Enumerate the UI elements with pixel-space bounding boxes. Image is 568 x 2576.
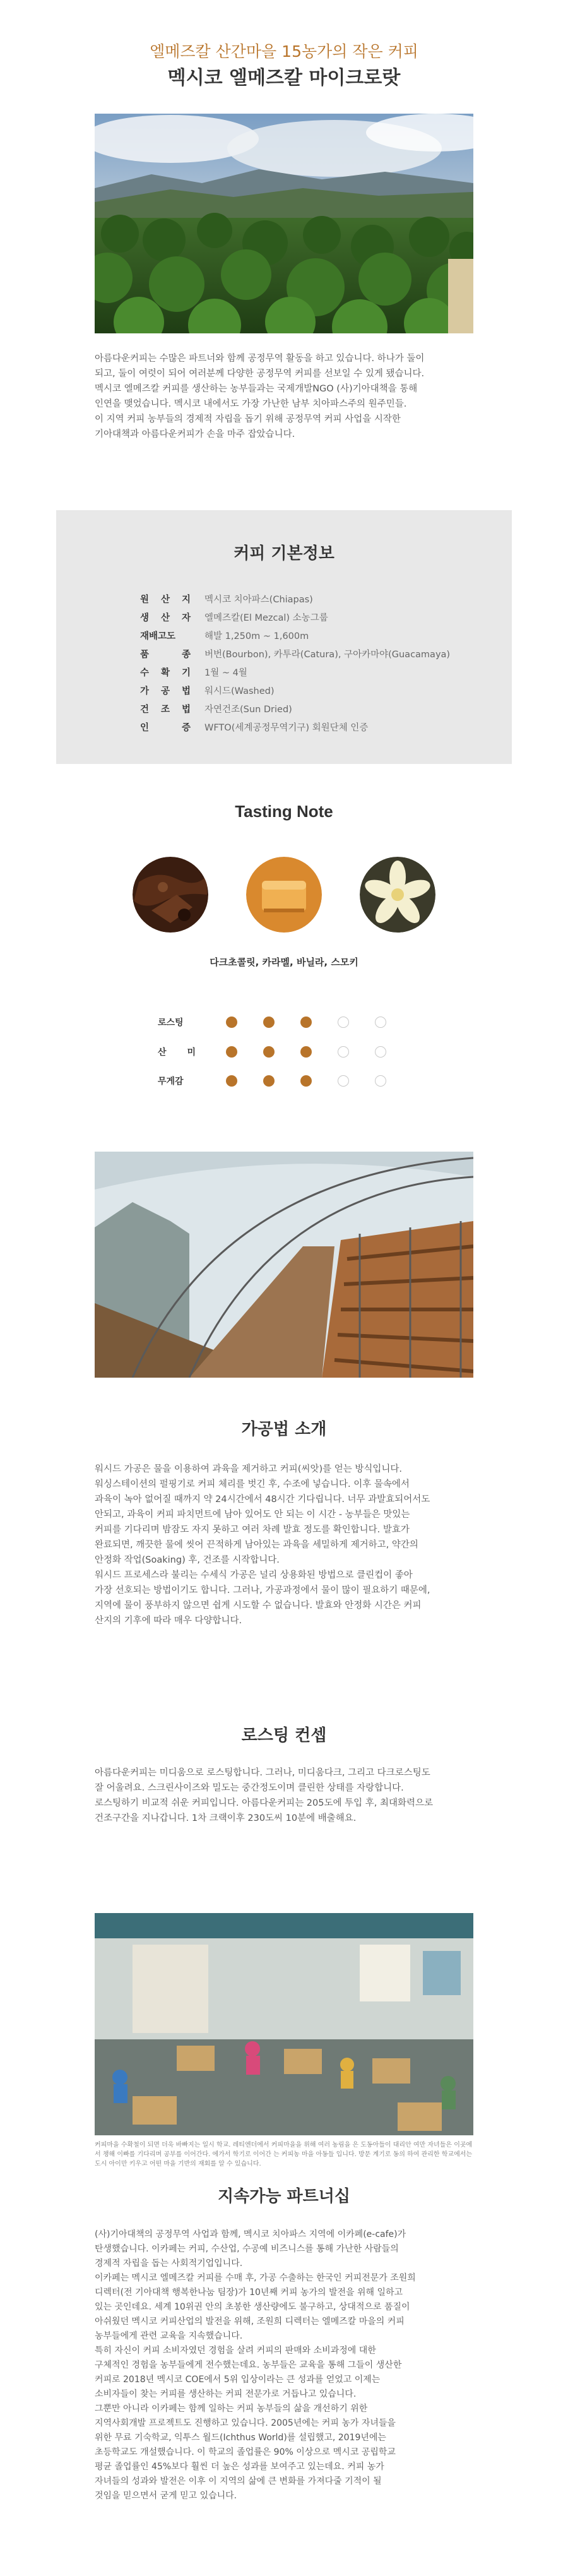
info-key: 가 공 법 (140, 686, 191, 696)
info-value: 엘메즈칼(El Mezcal) 소농그룹 (204, 613, 328, 623)
info-key: 수 확 기 (140, 668, 191, 678)
info-value: 버번(Bourbon), 카투라(Catura), 구아카마야(Guacamaya) (204, 650, 451, 660)
roasting-title: 로스팅 컨셉 (241, 1726, 327, 1745)
info-key: 품 종 (140, 650, 191, 660)
info-value: 1월 ~ 4월 (204, 668, 247, 678)
rating-dot-empty (375, 1046, 386, 1058)
rating-dot-empty (375, 1017, 386, 1028)
info-key: 재배고도 (140, 631, 176, 641)
coffee-farm-photo (95, 114, 473, 333)
rating-roasting (158, 1014, 410, 1033)
rating-dot-empty (338, 1046, 349, 1058)
tasting-notes-text: 다크초콜릿, 카라멜, 바닐라, 스모키 (210, 957, 358, 968)
info-value: WFTO(세계공정무역기구) 회원단체 인증 (204, 723, 369, 733)
info-value: 해발 1,250m ~ 1,600m (204, 631, 309, 641)
rating-dot-filled (226, 1046, 237, 1058)
intro-paragraph: 아름다운커피는 수많은 파트너와 함께 공정무역 활동을 하고 있습니다. 하나가 둘이 되고, 둘이 여럿이 되어 여러분께 다양한 공정무역 커피를 선보일 수 있게 됐습니다. 멕시코 엘메즈칼 커피를 생산하는 농부들과는 국제개발NGO (사)기아대책을 통해 인연을 맺었습니다. 멕시코 내에서도 가장 가난한 남부 치아파스주의 원주민들. 이 지역 커피 농부들의 경제적 자립을 돕기 위해 공정무역 커피 사업을 시작한 기아대책과 아름다운커피가 손을 마주 잡았습니다. (95, 354, 425, 439)
page-title: 멕시코 엘메즈칼 마이크로랏 (167, 67, 401, 89)
coffee-info-box (56, 510, 512, 764)
rating-acidity (158, 1044, 410, 1063)
rating-dot-filled (263, 1046, 275, 1058)
info-row (140, 720, 494, 738)
info-row (140, 684, 494, 701)
rating-body (158, 1073, 410, 1092)
rating-dot-empty (338, 1017, 349, 1028)
rating-dot-filled (226, 1075, 237, 1087)
rating-label: 무게감 (158, 1076, 184, 1087)
dark-chocolate-icon (133, 857, 208, 933)
info-value: 자연건조(Sun Dried) (204, 705, 292, 715)
info-key: 생 산 자 (140, 613, 191, 623)
info-key: 건 조 법 (140, 705, 191, 715)
vanilla-flower-icon (360, 857, 435, 933)
process-title: 가공법 소개 (241, 1420, 327, 1439)
info-row (140, 592, 494, 610)
info-row (140, 629, 494, 647)
tasting-note-title: Tasting Note (235, 802, 333, 821)
info-row (140, 702, 494, 720)
info-value: 워시드(Washed) (204, 686, 275, 696)
info-row (140, 611, 494, 628)
coffee-info-title: 커피 기본정보 (234, 544, 334, 563)
info-row (140, 647, 494, 665)
info-key: 원 산 지 (140, 595, 191, 605)
info-key: 인 증 (140, 723, 191, 733)
info-row (140, 665, 494, 683)
process-paragraph: 워시드 가공은 물을 이용하여 과육을 제거하고 커피(씨앗)를 얻는 방식입니다. 워싱스테이션의 펄핑기로 커피 체리를 벗긴 후, 수조에 넣습니다. 이후 물속에서 과육이 녹아 없어질 때까지 약 24시간에서 48시간 기다립니다. 너무 과발효되어서도 안되고, 과육이 커피 파치먼트에 남아 있어도 안 되는 이 시간 - 농부들은 맛있는 커피를 기다리며 밤잠도 자지 못하고 여러 차례 발효 정도를 확인합니다. 발효가 완료되면, 깨끗한 물에 씻어 끈적하게 남아있는 과육을 세밀하게 제거하고, 약간의 안정화 작업(Soaking) 후, 건조를 시작합니다. 워시드 프로세스라 불리는 수세식 가공은 널리 상용화된 방법으로 클린컵이 좋아 가장 선호되는 방법이기도 합니다. 그러나, 가공과정에서 물이 많이 필요하기 때문에, 지역에 물이 풍부하지 않으면 쉽게 시도할 수 없습니다. 발효와 안정화 시간은 커피 산지의 기후에 따라 매우 다양합니다. (95, 1464, 430, 1626)
rating-dot-filled (300, 1017, 312, 1028)
sustainability-title: 지속가능 파트너십 (218, 2187, 350, 2206)
roasting-paragraph: 아름다운커피는 미디움으로 로스팅합니다. 그러나, 미디움다크, 그리고 다크로스팅도 잘 어울려요. 스크린사이즈와 밀도는 중간정도이며 클린한 상태를 자랑합니다. 로스팅하기 비교적 쉬운 커피입니다. 아름다운커피는 205도에 투입 후, 최대화력으로 건조구간을 지나갑니다. 1차 크랙이후 230도씨 10분에 배출해요. (95, 1768, 433, 1823)
photo-caption: 커피마을 수확철이 되면 더욱 바빠지는 일시 학교. 레티엔더에서 커피마을을 위해 여러 농림을 은 도동아들이 대리안 여만 자녀들은 이곳에서 챙해 이빠를 기다리며 공부를 이어간다. 에가서 학기로 이어간 는 커피농 마을 아동들 입니다. 방문 계기로 동의 하여 관리한 학교에서는 도시 아이만 키우고 어떤 마을 기반의 재회를 알 수 있습니다. (95, 2142, 473, 2168)
rating-dot-filled (300, 1046, 312, 1058)
rating-dot-filled (263, 1017, 275, 1028)
rating-label: 로스팅 (158, 1018, 184, 1028)
rating-label: 산 미 (158, 1047, 196, 1058)
rating-dot-filled (226, 1017, 237, 1028)
drying-greenhouse-photo (95, 1152, 473, 1378)
rating-dot-empty (375, 1075, 386, 1087)
caramel-icon (246, 857, 322, 933)
rating-dot-filled (300, 1075, 312, 1087)
rating-dot-filled (263, 1075, 275, 1087)
page-subtitle: 엘메즈칼 산간마을 15농가의 작은 커피 (150, 42, 418, 61)
sustainability-paragraph: (사)기아대책의 공정무역 사업과 함께, 멕시코 치아파스 지역에 이카페(e-cafe)가 탄생했습니다. 이카페는 커피, 수산업, 수공예 비즈니스를 통해 가난한 사람들의 경제적 자립을 돕는 사회적기업입니다. 이카페는 멕시코 엘메즈칼 커피를 수매 후, 가공 수출하는 한국인 커피전문가 조원희 디렉터(전 기아대책 행복한나눔 팀장)가 10년째 커피 농가의 발전을 위해 일하고 있는 곳인데요. 세계 10위권 안의 초봉한 생산량에도 불구하고, 상대적으로 품질이 아쉬웠던 멕시코 커피산업의 발전을 위해, 조원희 디렉터는 엘메즈칼 마을의 커피 농부들에게 관련 교육을 지속했습니다. 특히 자신이 커피 소비자였던 경험을 살려 커피의 판매와 소비과정에 대한 구체적인 경험을 농부들에게 전수했는데요. 농부들은 교육을 통해 그들이 생산한 커피로 2018년 멕시코 COE에서 5위 입상이라는 큰 성과를 얻었고 이제는 소비자들이 찾는 커피를 생산하는 커피 전문가로 거듭나고 있습니다. 그뿐만 아니라 이카페는 함께 일하는 커피 농부들의 삶을 개선하기 위한 지역사회개발 프로젝트도 진행하고 있습니다. 2005년에는 커피 농가 자녀들을 위한 무료 기숙학교, 익투스 월드(Ichthus World)를 설립했고, 2019년에는 초등학교도 개설했습니다. 이 학교의 졸업률은 90% 이상으로 멕시코 공립학교 평균 졸업률인 45%보다 훨씬 더 높은 성과를 보여주고 있는데요. 커피 농가 자녀들의 성과와 발전은 이후 이 지역의 삶에 큰 변화를 가져다줄 기적이 될 것임을 믿으면서 굳게 믿고 있습니다. (95, 2229, 416, 2501)
info-value: 멕시코 치아파스(Chiapas) (204, 595, 313, 605)
school-classroom-photo (95, 1913, 473, 2135)
rating-dot-empty (338, 1075, 349, 1087)
